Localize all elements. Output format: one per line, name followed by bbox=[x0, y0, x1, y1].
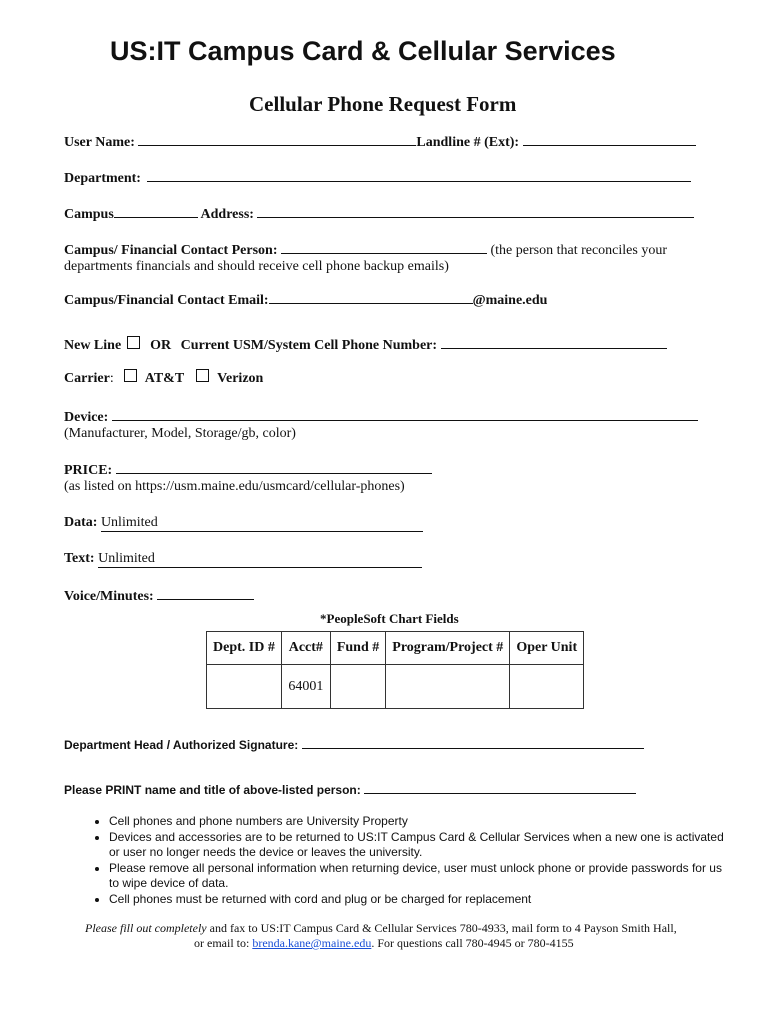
footer-text-2-pre: or email to: bbox=[194, 936, 253, 950]
header-oper-unit: Oper Unit bbox=[510, 632, 584, 665]
price-row bbox=[64, 461, 432, 479]
text-field[interactable] bbox=[98, 551, 422, 568]
department-field[interactable] bbox=[147, 169, 691, 182]
list-item: • Please remove all personal information when returning device, user must unlock phone or provide passwords for us to wipe device of data. bbox=[109, 861, 734, 892]
header-dept-id: Dept. ID # bbox=[207, 632, 282, 665]
address-label: Address: bbox=[200, 207, 254, 222]
campus-row bbox=[64, 205, 694, 223]
table-row bbox=[207, 665, 584, 709]
voice-label: Voice/Minutes: bbox=[64, 589, 154, 604]
user-name-field[interactable] bbox=[138, 133, 416, 146]
price-field[interactable] bbox=[116, 461, 432, 474]
contact-person-field[interactable] bbox=[281, 241, 487, 254]
address-field[interactable] bbox=[257, 205, 694, 218]
contact-person-note: (the person that reconciles your bbox=[490, 243, 667, 258]
data-value: Unlimited bbox=[100, 515, 158, 530]
contact-email-label: Campus/Financial Contact Email: bbox=[64, 293, 269, 308]
cell-acct[interactable]: 64001 bbox=[281, 665, 330, 709]
verizon-checkbox[interactable] bbox=[196, 369, 209, 382]
footer-line-1 bbox=[85, 921, 677, 936]
voice-field[interactable] bbox=[157, 587, 254, 600]
text-row bbox=[64, 551, 422, 568]
verizon-label: Verizon bbox=[217, 371, 264, 386]
contact-person-row bbox=[64, 241, 667, 259]
new-line-checkbox[interactable] bbox=[127, 336, 140, 349]
new-line-row bbox=[64, 336, 667, 354]
cell-dept-id[interactable] bbox=[207, 665, 282, 709]
device-field[interactable] bbox=[112, 408, 698, 421]
carrier-label: Carrier bbox=[64, 371, 110, 386]
data-row bbox=[64, 515, 423, 532]
device-note: (Manufacturer, Model, Storage/gb, color) bbox=[64, 426, 296, 441]
print-name-row bbox=[64, 783, 636, 797]
footer-italic: Please fill out completely bbox=[85, 921, 207, 935]
carrier-colon: : bbox=[109, 371, 114, 386]
signature-label: Department Head / Authorized Signature: bbox=[64, 738, 299, 752]
list-item: • Cell phones and phone numbers are University Property bbox=[109, 814, 734, 830]
form-title: Cellular Phone Request Form bbox=[249, 92, 517, 116]
or-label: OR bbox=[150, 338, 172, 353]
signature-row bbox=[64, 738, 644, 752]
user-name-label: User Name: bbox=[64, 135, 135, 150]
price-note: (as listed on https://usm.maine.edu/usmcard/cellular-phones) bbox=[64, 479, 405, 494]
header-acct: Acct# bbox=[281, 632, 330, 665]
print-name-label: Please PRINT name and title of above-listed person: bbox=[64, 783, 361, 797]
device-row bbox=[64, 408, 698, 426]
contact-email-row bbox=[64, 291, 547, 309]
notes-list-wrapper bbox=[64, 814, 734, 907]
footer-text-1: and fax to US:IT Campus Card & Cellular Services 780-4933, mail form to 4 Payson Smith Hall, bbox=[206, 921, 677, 935]
carrier-row bbox=[64, 369, 263, 387]
text-value: Unlimited bbox=[98, 551, 155, 566]
user-name-row bbox=[64, 133, 696, 151]
contact-email-field[interactable] bbox=[269, 291, 473, 304]
data-label: Data: bbox=[64, 515, 98, 530]
data-field[interactable] bbox=[101, 515, 423, 532]
org-title: US:IT Campus Card & Cellular Services bbox=[110, 36, 616, 66]
campus-label: Campus bbox=[64, 207, 114, 222]
list-item: • Devices and accessories are to be returned to US:IT Campus Card & Cellular Services when a new one is activated or user no longer needs the device or leaves the university. bbox=[109, 830, 734, 861]
att-checkbox[interactable] bbox=[124, 369, 137, 382]
current-number-label: Current USM/System Cell Phone Number: bbox=[180, 338, 438, 353]
print-name-field[interactable] bbox=[364, 783, 636, 794]
landline-label: Landline # (Ext): bbox=[416, 135, 520, 150]
campus-field[interactable] bbox=[114, 205, 198, 218]
att-label: AT&T bbox=[144, 371, 185, 386]
notes-list bbox=[64, 814, 734, 907]
email-domain: @maine.edu bbox=[472, 293, 548, 308]
footer-text-2-post: . For questions call 780-4945 or 780-4155 bbox=[371, 936, 574, 950]
footer-email-link[interactable]: brenda.kane@maine.edu bbox=[252, 936, 372, 950]
chart-fields-title: *PeopleSoft Chart Fields bbox=[320, 611, 459, 626]
footer-line-2 bbox=[194, 936, 574, 951]
department-row bbox=[64, 169, 691, 187]
landline-field[interactable] bbox=[523, 133, 696, 146]
contact-person-label: Campus/ Financial Contact Person: bbox=[64, 243, 278, 258]
cell-program-project[interactable] bbox=[386, 665, 510, 709]
voice-row bbox=[64, 587, 254, 605]
cell-fund[interactable] bbox=[330, 665, 385, 709]
new-line-label: New Line bbox=[64, 338, 122, 353]
signature-field[interactable] bbox=[302, 738, 644, 749]
device-label: Device: bbox=[64, 410, 109, 425]
contact-person-note-2: departments financials and should receive cell phone backup emails) bbox=[64, 259, 449, 274]
list-item: • Cell phones must be returned with cord and plug or be charged for replacement bbox=[109, 892, 734, 908]
table-header-row bbox=[207, 632, 584, 665]
department-label: Department: bbox=[64, 171, 141, 186]
text-label: Text: bbox=[64, 551, 95, 566]
current-number-field[interactable] bbox=[441, 336, 667, 349]
chart-fields-table bbox=[206, 631, 584, 709]
cell-oper-unit[interactable] bbox=[510, 665, 584, 709]
price-label: PRICE: bbox=[64, 463, 113, 478]
header-program-project: Program/Project # bbox=[386, 632, 510, 665]
header-fund: Fund # bbox=[330, 632, 385, 665]
